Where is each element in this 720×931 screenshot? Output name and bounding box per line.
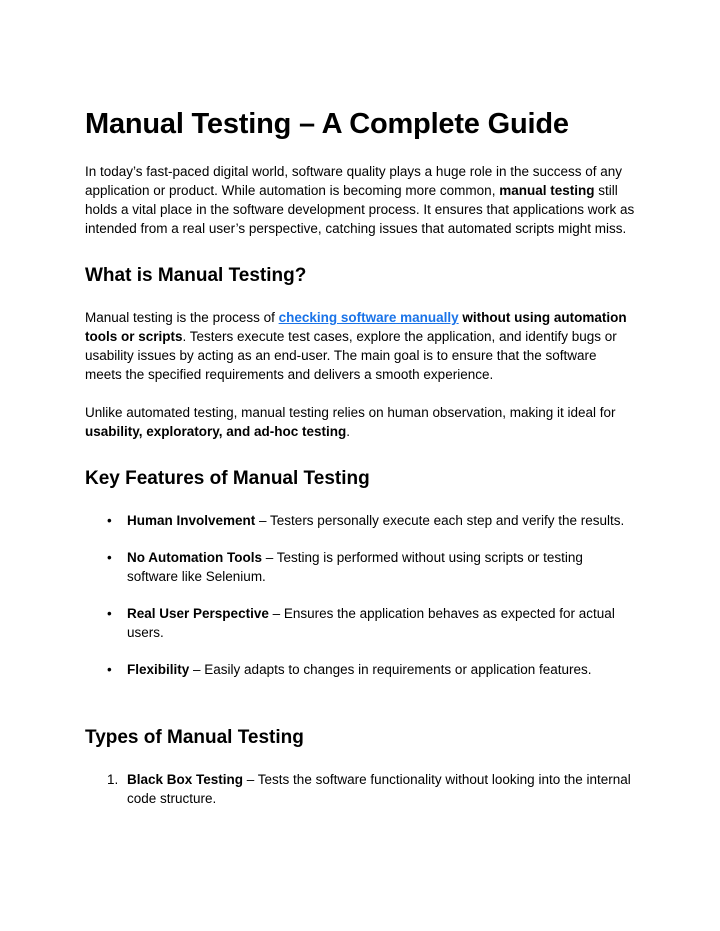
types-list xyxy=(85,770,635,808)
what-is-text-run2: . Testers execute test cases, explore the application, and identify bugs or usability issues by acting as an end-user. The main goal is to ensure that the software meets the specified requirements and delivers a smooth experience. xyxy=(85,329,617,382)
feature-term: Human Involvement xyxy=(127,512,256,528)
list-item-human-involvement xyxy=(107,511,635,530)
bullet-icon: • xyxy=(107,661,112,677)
feature-term: Real User Perspective xyxy=(127,605,269,621)
key-features-list xyxy=(85,511,635,679)
unlike-bold-usability: usability, exploratory, and ad-hoc testing xyxy=(85,424,347,439)
intro-text-run1: In today’s fast-paced digital world, software quality plays a huge role in the success of any application or product. While automation is becoming more common, xyxy=(85,164,623,199)
feature-desc: – Ensures the application behaves as expected for actual users. xyxy=(127,605,615,640)
list-item-text xyxy=(127,548,635,586)
unlike-text-run1: Unlike automated testing, manual testing relies on human observation, making it ideal for xyxy=(85,405,616,420)
list-item-real-user-perspective xyxy=(107,604,635,642)
section-heading-types: Types of Manual Testing xyxy=(85,726,304,748)
list-number: 1. xyxy=(107,771,119,787)
type-term: Black Box Testing xyxy=(127,771,244,787)
unlike-text-run2: . xyxy=(346,424,351,439)
what-is-text-run1: Manual testing is the process of xyxy=(85,310,279,325)
list-item-black-box-testing xyxy=(107,770,635,808)
type-desc: – Tests the software functionality without looking into the internal code structure. xyxy=(127,771,631,806)
page-title: Manual Testing – A Complete Guide xyxy=(85,108,569,140)
intro-text-run2: still holds a vital place in the software development process. It ensures that applications work as intended from a real user’s perspective, catching issues that automated scripts might miss. xyxy=(85,183,635,237)
list-item-text xyxy=(127,511,635,530)
checking-software-manually-link[interactable]: checking software manually xyxy=(278,310,459,325)
what-is-bold-without-using: without using automation tools or scripts xyxy=(85,310,627,344)
list-item-text xyxy=(127,770,635,808)
list-item-text xyxy=(127,660,635,679)
feature-desc: – Testers personally execute each step and verify the results. xyxy=(255,512,625,528)
feature-term: Flexibility xyxy=(127,661,190,677)
feature-desc: – Testing is performed without using scripts or testing software like Selenium. xyxy=(127,549,583,584)
section-heading-what-is: What is Manual Testing? xyxy=(85,265,307,287)
what-is-paragraph-2 xyxy=(85,403,635,441)
bullet-icon: • xyxy=(107,512,112,528)
list-item-flexibility xyxy=(107,660,635,679)
bullet-icon: • xyxy=(107,549,112,565)
list-item-text xyxy=(127,604,635,642)
feature-term: No Automation Tools xyxy=(127,549,262,565)
feature-desc: – Easily adapts to changes in requirements or application features. xyxy=(189,661,592,677)
list-item-no-automation-tools xyxy=(107,548,635,586)
intro-bold-manual-testing: manual testing xyxy=(499,183,595,199)
section-heading-key-features: Key Features of Manual Testing xyxy=(85,468,370,489)
bullet-icon: • xyxy=(107,605,112,621)
intro-paragraph xyxy=(85,162,635,238)
what-is-paragraph-1 xyxy=(85,308,635,384)
